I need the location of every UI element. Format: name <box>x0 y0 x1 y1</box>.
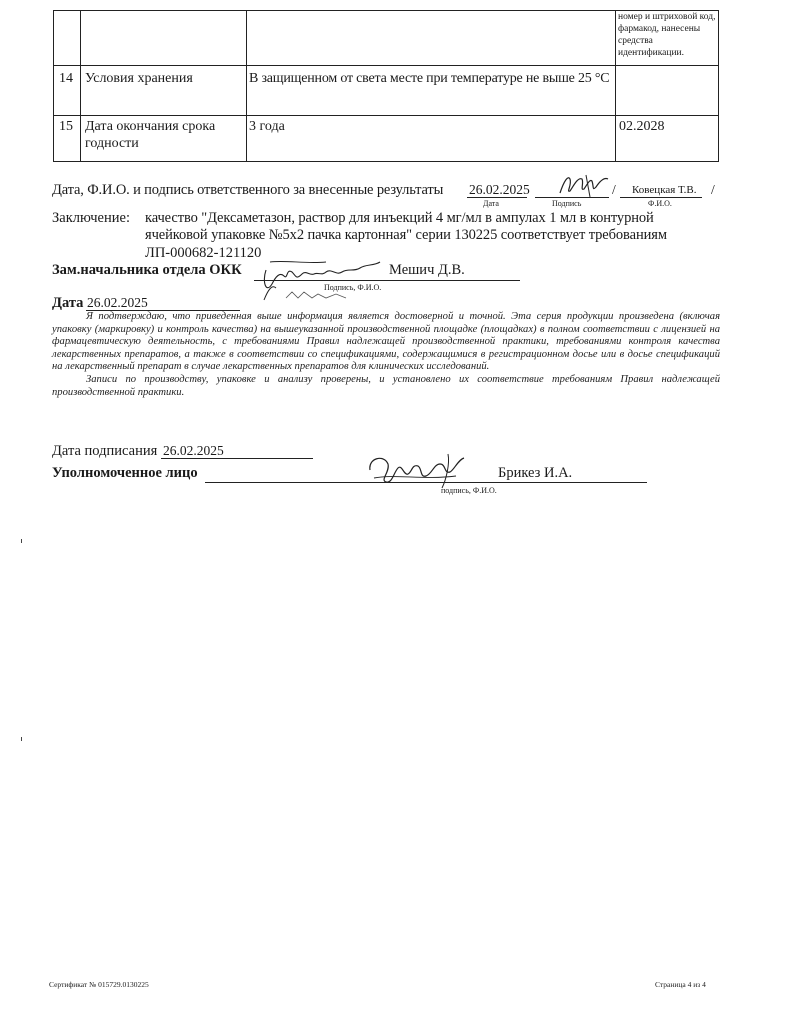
table-col-line <box>80 10 81 162</box>
responsible-date: 26.02.2025 <box>469 182 530 197</box>
table-col-line <box>615 10 616 162</box>
caption-sign: Подпись <box>552 199 582 208</box>
table-cell-parameter: Условия хранения <box>85 71 193 86</box>
caption-date: Дата <box>483 199 499 208</box>
authorized-caption: подпись, Ф.И.О. <box>441 486 497 495</box>
responsible-name: Ковецкая Т.В. <box>632 184 697 196</box>
conclusion-line: ячейковой упаковке №5х2 пачка картонная" серии 130225 соответствует требованиям <box>145 227 667 243</box>
responsible-label: Дата, Ф.И.О. и подпись ответственного за внесенные результаты <box>52 182 444 198</box>
deputy-title: Зам.начальника отдела ОКК <box>52 262 242 278</box>
deputy-date: 26.02.2025 <box>87 295 148 310</box>
signature-deputy <box>256 254 396 306</box>
deputy-date-label: Дата <box>52 295 84 311</box>
signing-date-label: Дата подписания <box>52 443 158 459</box>
page-number: Страница 4 из 4 <box>655 980 706 989</box>
table-cell-result: номер и штриховой код, фармакод, нанесены средства идентификации. <box>618 12 716 58</box>
caption-fio: Ф.И.О. <box>648 199 672 208</box>
table-cell-requirement: В защищенном от света месте при температуре не выше 25 °С <box>249 71 610 86</box>
table-row-divider <box>53 65 719 66</box>
scan-mark <box>21 737 22 741</box>
declaration-text <box>52 311 720 399</box>
conclusion-line: качество "Дексаметазон, раствор для инъекций 4 мг/мл в ампулах 1 мл в контурной <box>145 210 654 226</box>
responsible-name-line <box>620 197 702 198</box>
responsible-date-line <box>467 197 527 198</box>
signing-date: 26.02.2025 <box>163 443 224 458</box>
declaration-paragraph: Записи по производству, упаковке и анализу проверены, и установлено их соответствие требованиям Правил надлежащей производственной практики. <box>52 373 720 398</box>
deputy-name: Мешич Д.В. <box>389 262 465 278</box>
table-cell-result: 02.2028 <box>619 119 665 134</box>
signature-authorized <box>364 450 474 492</box>
table-col-line <box>246 10 247 162</box>
table-cell-number: 15 <box>59 119 73 134</box>
table-border-bottom <box>53 161 719 162</box>
deputy-caption: Подпись, Ф.И.О. <box>324 283 382 292</box>
authorized-person-name: Брикез И.А. <box>498 465 573 481</box>
table-cell-requirement: 3 года <box>249 119 285 134</box>
quality-table <box>53 10 719 162</box>
responsible-slash: / <box>711 182 715 197</box>
conclusion-line: ЛП-000682-121120 <box>145 245 262 261</box>
table-cell-parameter: Дата окончания срока годности <box>85 119 216 151</box>
table-col-line <box>53 10 54 162</box>
table-row-divider <box>53 115 719 116</box>
authorized-person-label: Уполномоченное лицо <box>52 465 198 481</box>
declaration-paragraph: Я подтверждаю, что приведенная выше информация является достоверной и точной. Эта серия продукции произведена (включая упаковку (маркировку) и контроль качества) на вышеуказанной производственной площадке (площадках) в полном соответствии с лицензией на фармацевтическую деятельность, с требованиями Правил надлежащей производственной практики, требованиями контроля качества лекарственных препаратов, а также в соответствии со спецификациями, содержащимися в регистрационном досье или в досье спецификаций на лекарственный препарат в случае лекарственных препаратов для клинических исследований. <box>52 311 720 373</box>
signing-date-line <box>161 458 313 459</box>
table-col-line <box>718 10 719 162</box>
table-cell-number: 14 <box>59 71 73 86</box>
scan-mark <box>21 539 22 543</box>
conclusion-label: Заключение: <box>52 210 130 226</box>
certificate-number: Сертификат № 015729.0130225 <box>49 980 149 989</box>
responsible-slash: / <box>612 182 616 197</box>
signature-responsible <box>556 171 620 199</box>
